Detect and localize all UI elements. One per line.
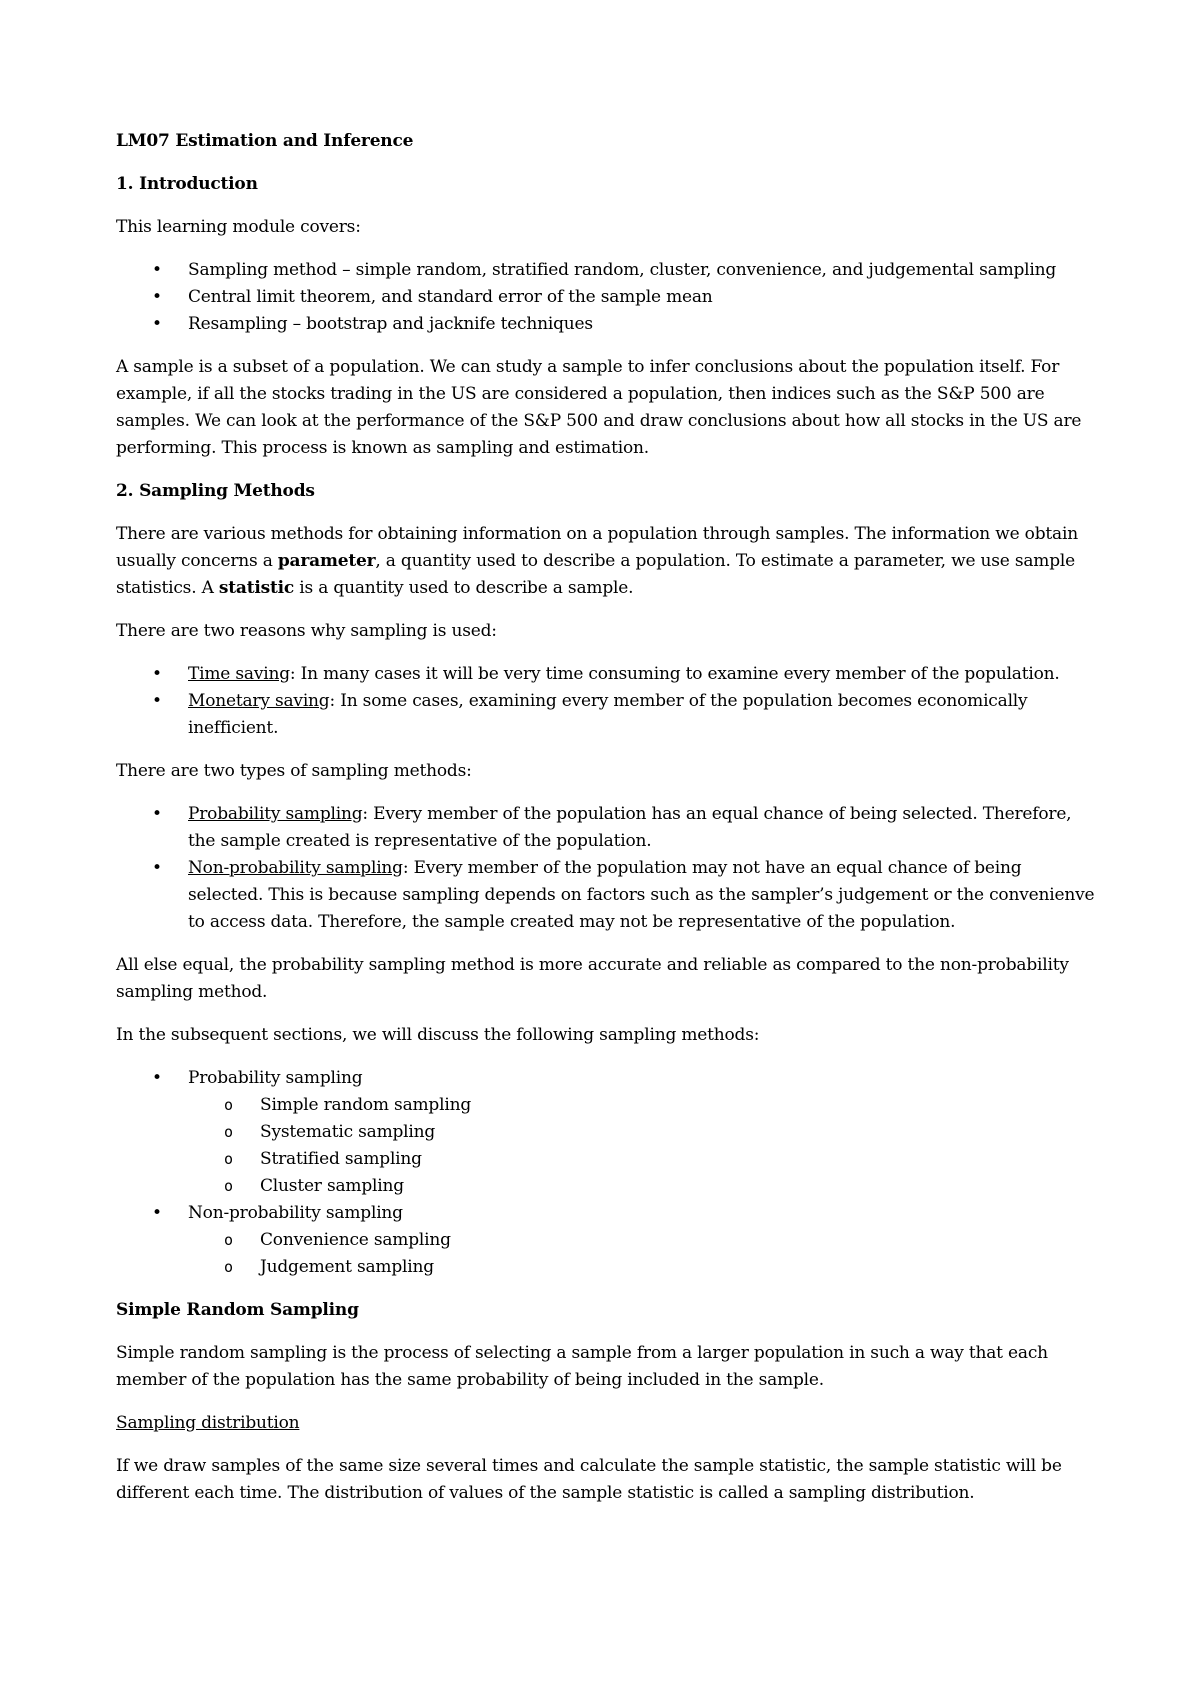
subsequent-lead-text: In the subsequent sections, we will discuss the following sampling methods: <box>116 1025 760 1045</box>
list-item: • Central limit theorem, and standard error of the sample mean <box>116 284 1100 311</box>
reason-term: Monetary saving <box>188 691 330 711</box>
sub-list-item: o Stratified sampling <box>188 1146 1100 1173</box>
document-page <box>116 128 1100 1523</box>
types-list <box>116 801 1100 936</box>
document-title: LM07 Estimation and Inference <box>116 131 414 151</box>
sub-list-item: o Simple random sampling <box>188 1092 1100 1119</box>
method-group-label: Non-probability sampling <box>188 1203 403 1223</box>
reason-text: : In some cases, examining every member of the population becomes economically inefficient. <box>188 691 1028 738</box>
list-item <box>116 1200 1100 1281</box>
subsection-heading-simple-random-sampling: Simple Random Sampling <box>116 1300 359 1320</box>
list-item <box>116 661 1100 688</box>
intro-bullet-list <box>116 257 1100 338</box>
types-lead-text: There are two types of sampling methods: <box>116 761 472 781</box>
reasons-list <box>116 661 1100 742</box>
section-heading-introduction: 1. Introduction <box>116 174 258 194</box>
sub-list-item: o Convenience sampling <box>188 1227 1100 1254</box>
type-term: Non-probability sampling <box>188 858 403 878</box>
sub-list-item: o Judgement sampling <box>188 1254 1100 1281</box>
list-item: • Sampling method – simple random, stratified random, cluster, convenience, and judgemental sampling <box>116 257 1100 284</box>
intro-lead-text: This learning module covers: <box>116 217 361 237</box>
method-groups-list <box>116 1065 1100 1281</box>
sub-list-item: o Cluster sampling <box>188 1173 1100 1200</box>
srs-paragraph: Simple random sampling is the process of selecting a sample from a larger population in such a way that each member of the population has the same probability of being included in the sample. <box>116 1343 1048 1390</box>
type-text: : Every member of the population has an equal chance of being selected. Therefore, the sample created is representative of the population. <box>188 804 1072 851</box>
list-item <box>116 688 1100 742</box>
list-item <box>116 855 1100 936</box>
method-group-label: Probability sampling <box>188 1068 363 1088</box>
list-item <box>116 1065 1100 1200</box>
methods-text-c: is a quantity used to describe a sample. <box>294 578 634 598</box>
sampling-distribution-paragraph: If we draw samples of the same size several times and calculate the sample statistic, the sample statistic will be different each time. The distribution of values of the sample statistic is called a sampling distribution. <box>116 1456 1062 1503</box>
type-text: : Every member of the population may not have an equal chance of being selected. This is because sampling depends on factors such as the sampler’s judgement or the convenienve to access data. Therefore, the sample created may not be representative of the population. <box>188 858 1095 932</box>
compare-paragraph: All else equal, the probability sampling method is more accurate and reliable as compared to the non-probability sampling method. <box>116 955 1069 1002</box>
term-parameter: parameter <box>277 551 376 571</box>
sub-list-item: o Systematic sampling <box>188 1119 1100 1146</box>
reason-term: Time saving <box>188 664 290 684</box>
term-statistic: statistic <box>218 578 295 598</box>
methods-text-a: There are various methods for obtaining information on a population through samples. The information we obtain usually concerns a <box>116 524 1078 571</box>
list-item: • Resampling – bootstrap and jacknife techniques <box>116 311 1100 338</box>
list-item <box>116 801 1100 855</box>
type-term: Probability sampling <box>188 804 363 824</box>
intro-paragraph: A sample is a subset of a population. We can study a sample to infer conclusions about the population itself. For example, if all the stocks trading in the US are considered a population, then indices such as the S&P 500 are samples. We can look at the performance of the S&P 500 and draw conclusions about how all stocks in the US are performing. This process is known as sampling and estimation. <box>116 357 1082 458</box>
reasons-lead-text: There are two reasons why sampling is used: <box>116 621 497 641</box>
subsection-heading-sampling-distribution: Sampling distribution <box>116 1413 300 1433</box>
sub-list <box>188 1227 1100 1281</box>
methods-paragraph <box>116 521 1100 602</box>
section-heading-sampling-methods: 2. Sampling Methods <box>116 481 315 501</box>
reason-text: : In many cases it will be very time consuming to examine every member of the population. <box>289 664 1060 684</box>
methods-text-b: , a quantity used to describe a population. To estimate a parameter, we use sample statistics. A <box>116 551 1075 598</box>
sub-list <box>188 1092 1100 1200</box>
